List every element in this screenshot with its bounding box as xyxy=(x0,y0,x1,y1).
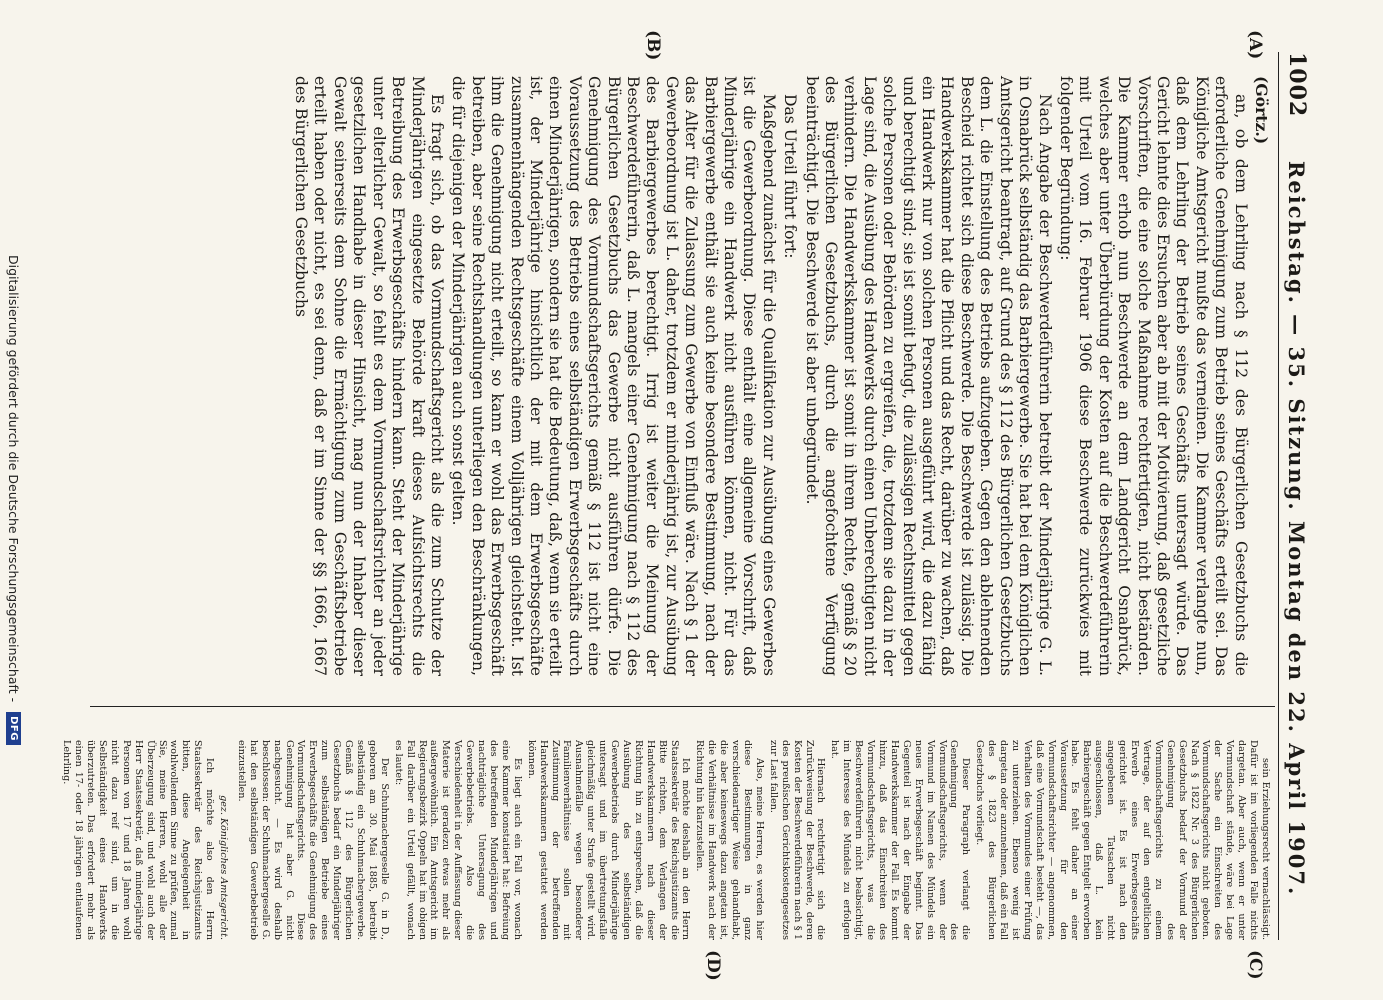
quote-paragraph: Es fragt sich, ob das Vormundschaftsgericht als die zum Schutze der Minderjährigen eingesetzte Behörde kraft dieses Aufsichtsrechts die Betreibung des Erwerbsgeschäfts hindern kann. Steht der Minderjährige unter elterlicher Gewalt, so fehlt es dem Vormundschaftsrichter an jeder gesetzlichen Handhabe in dieser Hinsicht, mag nun der Inhaber dieser Gewalt seinerseits dem Sohne die Ermächtigung zum Geschäftsbetriebe erteilt haben oder nicht, es sei denn, daß er im Sinne der §§ 1666, 1667 des Bürgerlichen Gesetzbuchs xyxy=(292,76,446,676)
closing-paragraph: Ich möchte also den Herrn Staatssekretär des Reichsjustizamts bitten, diese Angelegenheit in wohlwollendem Sinne zu prüfen, zumal Sie, meine Herren, wohl alle der Überzeugung sind, und wohl auch der Herr Staatssekretär, daß minderjährige Personen von 17 und 18 Jahren wohl nicht dazu reif sind, um in die Selbständigkeit eines Handwerks überzutreten. Das erfordert mehr als einen 17- oder 18 jährigen entlaufenen Lehrling. xyxy=(61,740,216,940)
digitization-footer xyxy=(6,0,21,1000)
margin-letter-a: (A) xyxy=(1245,30,1265,60)
margin-letter-d: (D) xyxy=(703,950,723,981)
dfg-logo: DFG xyxy=(6,712,21,745)
paragraph: Es liegt auch ein Fall vor, wonach eine Kammer konstatiert hat: Befreiung des betreffenden Minderjährigen und nachträgliche Untersagung des Gewerbebetriebs. Also die Verschiedenheit in der Auffassung dieser Materie ist geradezu etwas mehr als außergewöhnlich. Ein Amtsgericht im Regierungsbezirk Oppeln hat im obigen Fall darüber ein Urteil gefällt, wonach es lautet: xyxy=(392,740,523,940)
page-header xyxy=(1278,52,1315,940)
court-signature: gez. Königliches Amtsgericht. xyxy=(218,795,230,940)
session-title: Reichstag. — 35. Sitzung. Montag den 22. April 1907. xyxy=(1284,160,1310,897)
right-column xyxy=(58,740,1271,940)
funding-credit: Digitalisierung gefördert durch die Deutsche Forschungsgemeinschaft - xyxy=(6,255,21,703)
column-divider xyxy=(90,706,1275,707)
paragraph: Ich möchte deshalb an den Herrn Staatssekretär des Reichsjustizamts die Bitte richten, dem Verlangen der Handwerkskammern nach dieser Richtung hin zu entsprechen, daß die Ausübung des selbständigen Gewerbebetriebs durch Minderjährige untersagt und im übertretungsfalle gleichmäßig unter Strafe gestellt wird. Ausnahmefälle wegen besonderer Familienverhältnisse sollen mit Zustimmung der betreffenden Handwerkskammern gestattet werden können. xyxy=(525,740,692,940)
paragraph: Also, meine Herren, es werden hier diese Bestimmungen in ganz verschiedenartiger Weise gehandhabt, die aber keineswegs dazu angetan ist, die Verhältnisse im Handwerk nach der Richtung hin klarzustellen. xyxy=(694,740,765,940)
paragraph: Hiernach rechtfertigt sich die Zurückweisung der Beschwerde, deren Kosten der Beschwerdeführerin nach § 1 des preußischen Gerichtskostengesetzes zur Last fallen. xyxy=(767,740,827,940)
margin-letter-c: (C) xyxy=(1245,950,1265,980)
speaker-name: (Görtz.) xyxy=(1252,76,1271,145)
paragraph: Der Schuhmachergeselle G. in D., geboren am 30. Mai 1885, betreibt selbständig ein Schuhmachergewerbe. Gemäß § 112 des Bürgerlichen Gesetzbuchs bedarf ein Minderjähriger zum selbständigen Betriebe eines Erwerbsgeschäfts die Genehmigung des Vormundschaftsgerichts. Diese Genehmigung hat aber G. nicht nachgesucht. — Es wird deshalb beschlossen: der Schuhmachergeselle G. hat den selbständigen Gewerbebetrieb einzustellen. xyxy=(235,740,390,940)
paragraph: Dieser Paragraph verlangt die Genehmigung des Vormundschaftsgerichts, wenn der Vormund im Namen des Mündels ein neues Erwerbsgeschäft beginnt. Das Gegenteil ist nach der Eingabe der Handwerkskammer der Fall. Es kommt hinzu, daß das Einschreiten des Vormundschaftsgerichts, was die Beschwerdeführerin nicht beabsichtigt, im Interesse des Mündels zu erfolgen hat. xyxy=(829,740,972,940)
left-column xyxy=(289,76,1271,676)
paragraph: an, ob dem Lehrling nach § 112 des Bürgerlichen Gesetzbuchs die erforderliche Genehmigung zum Betrieb seines Geschäfts erteilt sei. Das Königliche Amtsgericht mußte das verneinen. Die Kammer verlangte nun, daß dem Lehrling der Betrieb seines Geschäfts untersagt würde. Das Gericht lehnte dies Ersuchen aber ab mit der Motivierung, daß gesetzliche Vorschriften, die eine solche Maßnahme rechtfertigten, nicht beständen. Die Kammer erhob nun Beschwerde an dem Landgericht Osnabrück, welches aber unter Überbürdung der Kosten auf die Beschwerdeführerin mit Urteil vom 16. Februar 1906 diese Beschwerde zurückwies mit folgender Begründung: xyxy=(1056,76,1250,676)
paragraph: Nach Angabe der Beschwerdeführerin betreibt der Minderjährige G. L. in Osnabrück selbständig das Barbiergewerbe. Sie hat bei dem Königlichen Amtsgericht beantragt, auf Grund des § 112 des Bürgerlichen Gesetzbuchs dem L. die Einstellung des Betriebs aufzugeben. Gegen den ablehnenden Bescheid richtet sich diese Beschwerde. Die Beschwerde ist zulässig. Die Handwerkskammer hat die Pflicht und das Recht, darüber zu wachen, daß ein Handwerk nur von solchen Personen ausgeführt wird, die dazu fähig und berechtigt sind; sie ist somit befugt, die zulässigen Rechtsmittel gegen solche Personen oder Behörden zu ergreifen, die, trotzdem sie dazu in der Lage sind, die Ausübung des Handwerks durch einen Unberechtigten nicht verhindern. Die Handwerkskammer ist somit in ihrem Rechte, gemäß § 20 des Bürgerlichen Gesetzbuchs, durch die angefochtene Verfügung beeinträchtigt. Die Beschwerde ist aber unbegründet. xyxy=(802,76,1054,676)
quote-intro: Das Urteil führt fort: xyxy=(781,94,800,259)
page-number: 1002 xyxy=(1284,52,1310,118)
paragraph: sein Erziehungsrecht vernachlässigt. Dafür ist im vorliegenden Falle nichts dargetan. Aber auch, wenn er unter Vormundschaft stände, wäre bei Lage der Sache ein Einschreiten des Vormundschaftsgerichts nicht geboten. Nach § 1822 Nr. 3 des Bürgerlichen Gesetzbuchs bedarf der Vormund der Genehmigung des Vormundschaftsgerichts zu einem Vertrage, der auf den entgeltlichen Erwerb eines Erwerbsgeschäfts gerichtet ist. Es ist nach den angegebenen Tatsachen nicht ausgeschlossen, daß L. kein Barbiergeschäft gegen Entgelt erworben habe. Es fehlt daher an einer Voraussetzung für den Vormundschaftsrichter — angenommen, daß eine Vormundschaft besteht —, das Verhalten des Vormundes einer Prüfung zu unterziehen. Ebenso wenig ist dargetan oder anzunehmen, daß ein Fall des § 1823 des Bürgerlichen Gesetzbuchs vorliegt. xyxy=(974,740,1271,940)
quote-paragraph: Maßgebend zunächst für die Qualifikation zur Ausübung eines Gewerbes ist die Gewerbeordnung. Diese enthält eine allgemeine Vorschrift, daß Minderjährige ein Handwerk nicht ausführen können, nicht. Für das Barbiergewerbe enthält sie auch keine besondere Bestimmung, nach der das Alter für die Zulassung zum Gewerbe von Einfluß wäre. Nach § 1 der Gewerbeordnung ist L. daher, trotzdem er minderjährig ist, zur Ausübung des Barbiergewerbes berechtigt. Irrig ist weiter die Meinung der Beschwerdeführerin, daß L. mangels einer Genehmigung nach § 112 des Bürgerlichen Gesetzbuchs das Gewerbe nicht ausführen dürfe. Die Genehmigung des Vormundschaftsgerichts gemäß § 112 ist nicht eine Voraussetzung des Betriebs eines selbständigen Erwerbsgeschäfts durch einen Minderjährigen, sondern sie hat die Bedeutung, daß, wenn sie erteilt ist, der Minderjährige hinsichtlich der mit dem Erwerbsgeschäfte zusammenhängenden Rechtsgeschäfte einem Volljährigen gleichsteht. Ist ihm die Genehmigung nicht erteilt, so kann er wohl das Erwerbsgeschäft betreiben, aber seine Rechtshandlungen unterliegen den Beschränkungen, die für diejenigen der Minderjährigen auch sonst gelten. xyxy=(449,76,778,676)
margin-letter-b: (B) xyxy=(643,30,663,61)
